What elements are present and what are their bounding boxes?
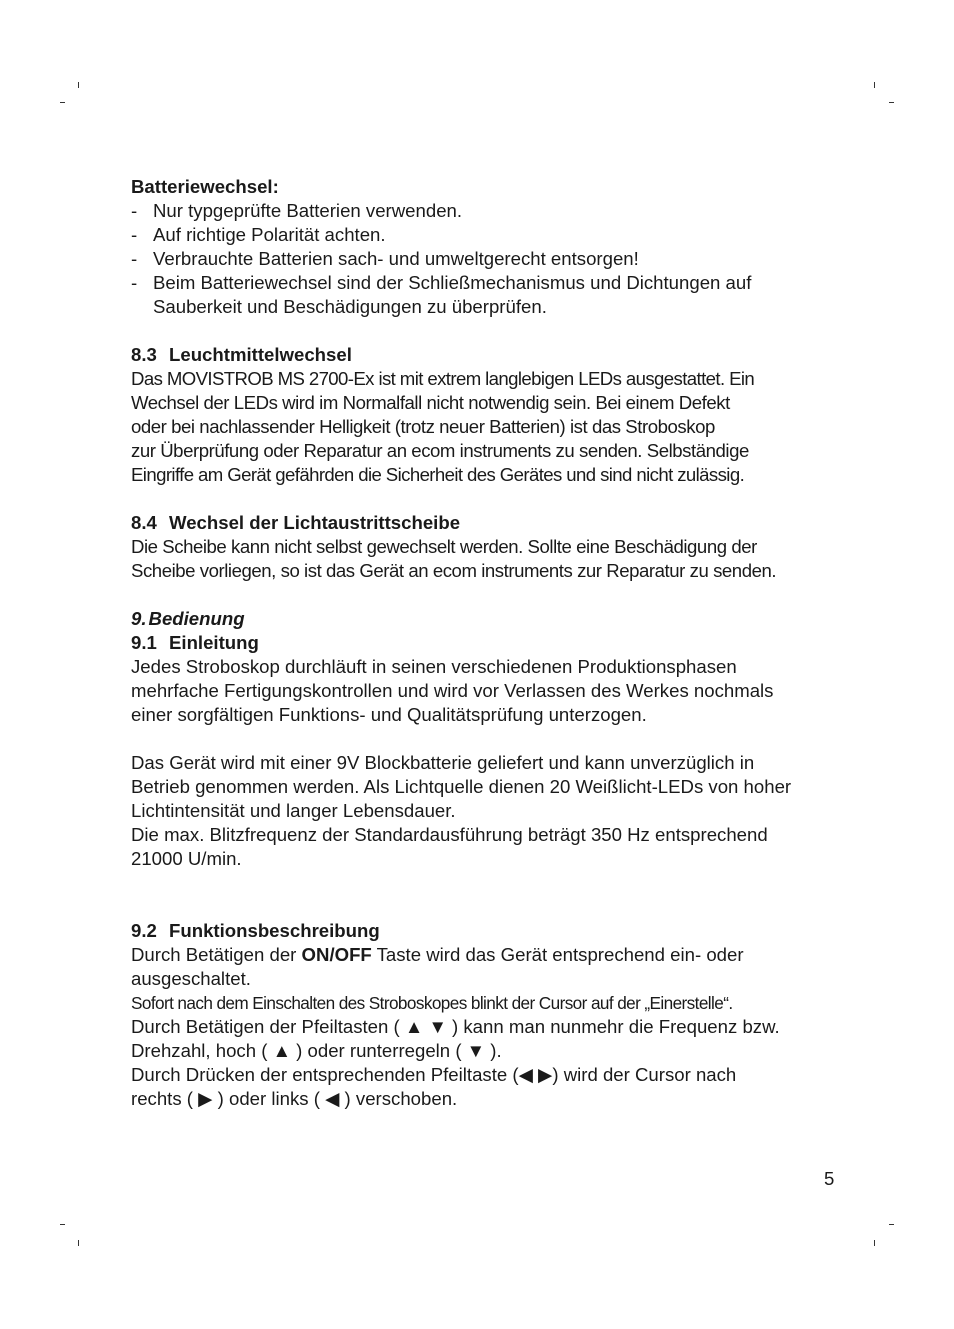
battery-heading: Batteriewechsel:	[131, 176, 279, 197]
on-off-key-label: ON/OFF	[301, 944, 372, 965]
section-heading-8-4	[131, 511, 843, 535]
crop-mark	[889, 1224, 894, 1225]
page-content	[131, 175, 843, 1111]
text-line: Durch Drücken der entsprechenden Pfeiltaste (◀ ▶) wird der Cursor nach	[131, 1064, 737, 1085]
chapter-heading-9	[131, 607, 843, 631]
text-line: Eingriffe am Gerät gefährden die Sicherheit des Gerätes und sind nicht zulässig.	[131, 464, 745, 485]
text-line: Die max. Blitzfrequenz der Standardausführung beträgt 350 Hz entsprechend	[131, 824, 768, 845]
text-line: Lichtintensität und langer Lebensdauer.	[131, 800, 456, 821]
crop-mark	[60, 102, 65, 103]
text-line: 21000 U/min.	[131, 848, 242, 869]
crop-mark	[874, 1240, 875, 1246]
section-number: 9.2	[131, 920, 157, 941]
text-span: Taste wird das Gerät entsprechend ein- oder	[371, 944, 744, 965]
text-line: Sofort nach dem Einschalten des Stroboskopes blinkt der Cursor auf der „Einerstelle“.	[131, 993, 733, 1013]
section-title: Einleitung	[169, 632, 259, 653]
section-title: Funktionsbeschreibung	[169, 920, 380, 941]
text-line: ausgeschaltet.	[131, 968, 251, 989]
text-line: Drehzahl, hoch ( ▲ ) oder runterregeln ( ▼ ).	[131, 1040, 502, 1061]
page-number: 5	[824, 1168, 835, 1189]
text-span: Durch Betätigen der	[131, 944, 302, 965]
text-line: Scheibe vorliegen, so ist das Gerät an ecom instruments zur Reparatur zu senden.	[131, 560, 777, 581]
text-line: Betrieb genommen werden. Als Lichtquelle dienen 20 Weißlicht-LEDs von hoher	[131, 776, 792, 797]
text-line: Durch Betätigen der Pfeiltasten ( ▲ ▼ ) kann man nunmehr die Frequenz bzw.	[131, 1016, 780, 1037]
battery-list	[131, 199, 843, 319]
list-item: - Auf richtige Polarität achten.	[131, 223, 843, 247]
text-line: zur Überprüfung oder Reparatur an ecom instruments zu senden. Selbständige	[131, 440, 749, 461]
section-heading-9-1	[131, 631, 843, 655]
crop-mark	[889, 102, 894, 103]
section-number: 8.4	[131, 512, 157, 533]
text-line: mehrfache Fertigungskontrollen und wird vor Verlassen des Werkes nochmals	[131, 680, 774, 701]
text-line: Das MOVISTROB MS 2700-Ex ist mit extrem langlebigen LEDs ausgestattet. Ein	[131, 368, 755, 389]
text-line: Das Gerät wird mit einer 9V Blockbatterie geliefert und kann unverzüglich in	[131, 752, 755, 773]
list-item: - Nur typgeprüfte Batterien verwenden.	[131, 199, 843, 223]
list-item: - Verbrauchte Batterien sach- und umweltgerecht entsorgen!	[131, 247, 843, 271]
crop-mark	[874, 82, 875, 88]
section-number: 8.3	[131, 344, 157, 365]
list-item: - Beim Batteriewechsel sind der Schließmechanismus und Dichtungen auf Sauberkeit und Beschädigungen zu überprüfen.	[131, 271, 843, 319]
section-heading-8-3	[131, 343, 843, 367]
text-line: rechts ( ▶ ) oder links ( ◀ ) verschoben.	[131, 1088, 458, 1109]
text-line: oder bei nachlassender Helligkeit (trotz neuer Batterien) ist das Stroboskop	[131, 416, 715, 437]
section-title: Wechsel der Lichtaustrittscheibe	[169, 512, 461, 533]
text-line: Die Scheibe kann nicht selbst gewechselt werden. Sollte eine Beschädigung der	[131, 536, 757, 557]
text-line: Wechsel der LEDs wird im Normalfall nicht notwendig sein. Bei einem Defekt	[131, 392, 730, 413]
text-line: einer sorgfältigen Funktions- und Qualitätsprüfung unterzogen.	[131, 704, 647, 725]
text-line	[131, 943, 843, 967]
section-number: 9.1	[131, 632, 157, 653]
crop-mark	[60, 1224, 65, 1225]
chapter-number: 9.	[131, 608, 147, 629]
crop-mark	[78, 82, 79, 88]
section-heading-9-2	[131, 919, 843, 943]
chapter-title: Bedienung	[148, 608, 245, 629]
section-title: Leuchtmittelwechsel	[169, 344, 352, 365]
crop-mark	[78, 1240, 79, 1246]
text-line: Jedes Stroboskop durchläuft in seinen verschiedenen Produktionsphasen	[131, 656, 737, 677]
